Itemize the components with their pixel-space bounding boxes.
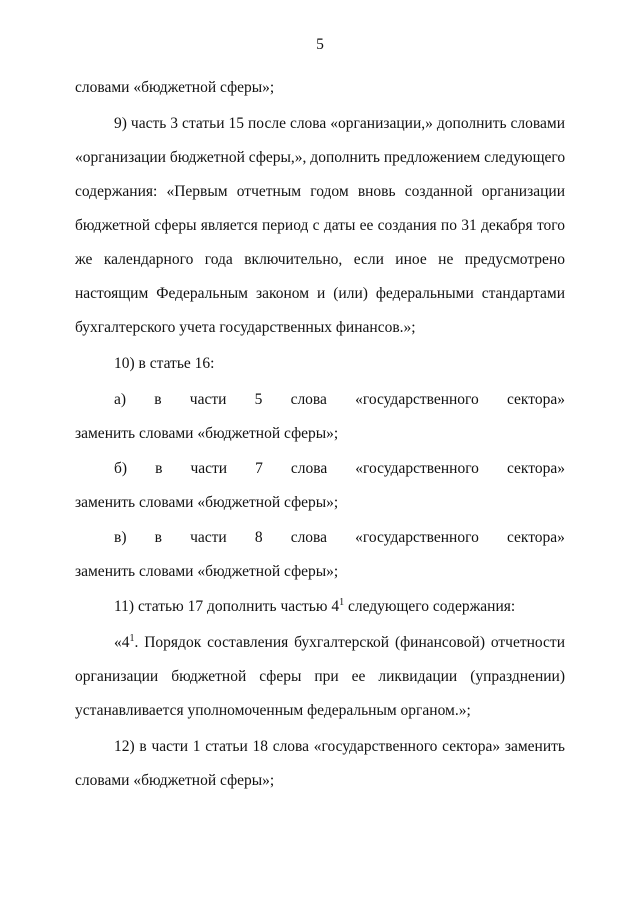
quote-line	[114, 633, 565, 653]
item-v-word: сектора»	[506, 529, 565, 546]
paragraph-11-line	[114, 597, 565, 617]
item-v-line	[114, 528, 565, 548]
item-a-word: слова	[290, 391, 327, 408]
item-b-word: б)	[114, 460, 128, 477]
paragraph-12-line: 12) в части 1 статьи 18 слова «государственного сектора» заменить	[114, 738, 565, 755]
paragraph-10-heading: 10) в статье 16:	[114, 355, 215, 372]
quote-text: . Порядок составления бухгалтерской (финансовой) отчетности	[134, 634, 565, 651]
item-b-word: 7	[255, 460, 263, 477]
item-b-word: слова	[290, 460, 328, 477]
item-a-word: части	[189, 391, 227, 408]
paragraph-12-line: словами «бюджетной сферы»;	[75, 772, 275, 789]
superscript: 1	[339, 597, 345, 608]
superscript: 1	[129, 633, 135, 644]
paragraph-9-line: бюджетной сферы является период с даты ее создания по 31 декабря того	[75, 217, 565, 234]
item-b-word: «государственного	[355, 460, 479, 477]
paragraph-9-line: «организации бюджетной сферы,», дополнить предложением следующего	[75, 149, 566, 166]
item-a-word: «государственного	[355, 391, 479, 408]
page-number: 5	[316, 36, 324, 53]
item-v-continuation: заменить словами «бюджетной сферы»;	[75, 563, 339, 580]
item-v-word: в)	[114, 529, 127, 546]
quote-line: организации бюджетной сферы при ее ликвидации (упразднении)	[75, 668, 565, 685]
item-a-word: в	[154, 391, 162, 408]
item-b-word: части	[190, 460, 228, 477]
item-a-word: а)	[114, 391, 127, 408]
paragraph-9-line: бухгалтерского учета государственных финансов.»;	[75, 319, 416, 336]
item-v-word: 8	[254, 529, 263, 546]
item-v-word: в	[154, 529, 162, 546]
paragraph-9-line: 9) часть 3 статьи 15 после слова «организации,» дополнить словами	[114, 115, 565, 132]
item-a-word: 5	[254, 391, 263, 408]
paragraph-9-line: же календарного года включительно, если иное не предусмотрено	[75, 251, 565, 268]
paragraph-11-text: следующего содержания:	[344, 598, 516, 615]
paragraph-9-line: содержания: «Первым отчетным годом вновь созданной организации	[75, 183, 565, 200]
item-b-line	[114, 459, 565, 479]
item-v-word: части	[190, 529, 227, 546]
item-b-word: сектора»	[506, 460, 565, 477]
item-v-word: слова	[290, 529, 328, 546]
item-b-continuation: заменить словами «бюджетной сферы»;	[75, 494, 339, 511]
paragraph-11-text: 11) статью 17 дополнить частью 4	[114, 598, 340, 615]
quote-line: устанавливается уполномоченным федеральным органом.»;	[75, 702, 471, 719]
item-v-word: «государственного	[355, 529, 479, 546]
paragraph-9-line: настоящим Федеральным законом и (или) федеральными стандартами	[75, 285, 565, 302]
item-a-word: сектора»	[506, 391, 565, 408]
item-a-line	[114, 390, 565, 410]
item-a-continuation: заменить словами «бюджетной сферы»;	[75, 425, 339, 442]
item-b-word: в	[155, 460, 163, 477]
text-line: словами «бюджетной сферы»;	[75, 79, 275, 96]
quote-text: «4	[114, 634, 130, 651]
